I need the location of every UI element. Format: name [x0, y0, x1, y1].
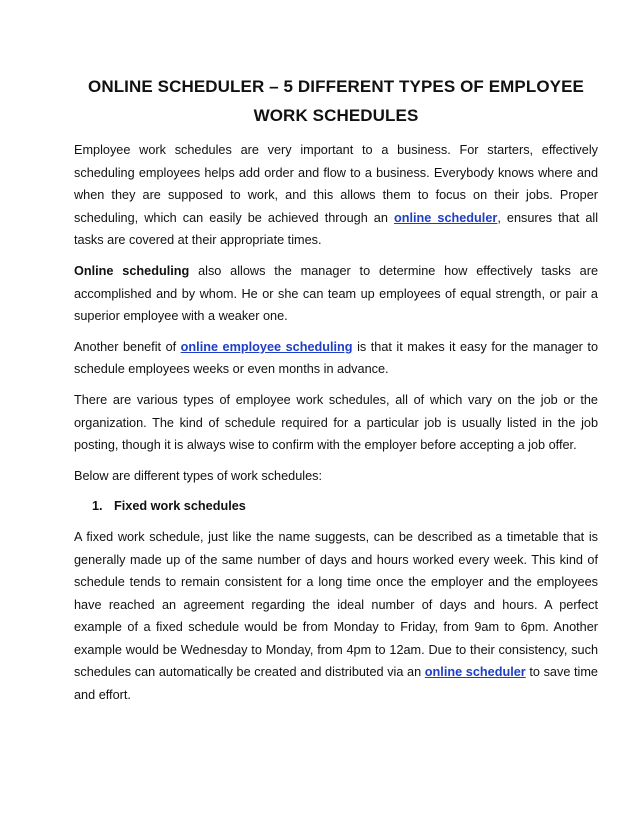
section-heading-text: Fixed work schedules [114, 499, 246, 514]
document-title: ONLINE SCHEDULER – 5 DIFFERENT TYPES OF EMPLOYEE WORK SCHEDULES [88, 77, 584, 125]
paragraph-fixed-schedule [74, 526, 598, 707]
paragraph-benefit-text: Another benefit of [74, 339, 181, 354]
paragraph-intro-text: Employee work schedules are very important to a business. For starters, effectively scheduling employees helps add order and flow to a business. Everybody knows where and when they are supposed to work, and this allows them to focus on their jobs. Proper scheduling, which can easily be achieved through an [74, 143, 598, 225]
paragraph-list-intro: Below are different types of work schedules: [74, 468, 323, 483]
paragraph-intro [74, 139, 598, 252]
document-page [74, 72, 598, 715]
paragraph-types: There are various types of employee work schedules, all of which vary on the job or the organization. The kind of schedule required for a particular job is usually listed in the job posting, though it is always wise to confirm with the employer before accepting a job offer. [74, 392, 598, 453]
paragraph-online-scheduling [74, 260, 598, 328]
paragraph-intro-text-end: , ensures that all tasks are covered at their appropriate times. [74, 210, 599, 248]
section-number: 1. [92, 499, 103, 514]
online-scheduler-link-2[interactable]: online scheduler [424, 665, 526, 680]
online-scheduling-bold: Online scheduling [74, 263, 190, 278]
paragraph-fixed-schedule-text: A fixed work schedule, just like the name suggests, can be described as a timetable that is generally made up of the same number of days and hours worked every week. This kind of schedule tends to remain consistent for a long time once the employer and the employees have reached an agreement regarding the ideal number of days and hours. A perfect example of a fixed schedule would be from Monday to Friday, from 9am to 6pm. Another example would be Wednesday to Monday, from 4pm to 12am. Due to their consistency, such schedules can automatically be created and distributed via an [74, 529, 598, 680]
section-heading-fixed [92, 495, 598, 518]
online-scheduler-link[interactable]: online scheduler [393, 210, 498, 225]
paragraph-benefit-text-end: is that it makes it easy for the manager to schedule employees weeks or even months in advance. [74, 339, 599, 377]
online-employee-scheduling-link[interactable]: online employee scheduling [180, 339, 353, 354]
paragraph-fixed-schedule-text-end: to save time and effort. [74, 665, 598, 703]
paragraph-benefit [74, 336, 598, 381]
paragraph-online-scheduling-text: also allows the manager to determine how effectively tasks are accomplished and by whom. He or she can team up employees of equal strength, or pair a superior employee with a weaker one. [74, 263, 599, 324]
